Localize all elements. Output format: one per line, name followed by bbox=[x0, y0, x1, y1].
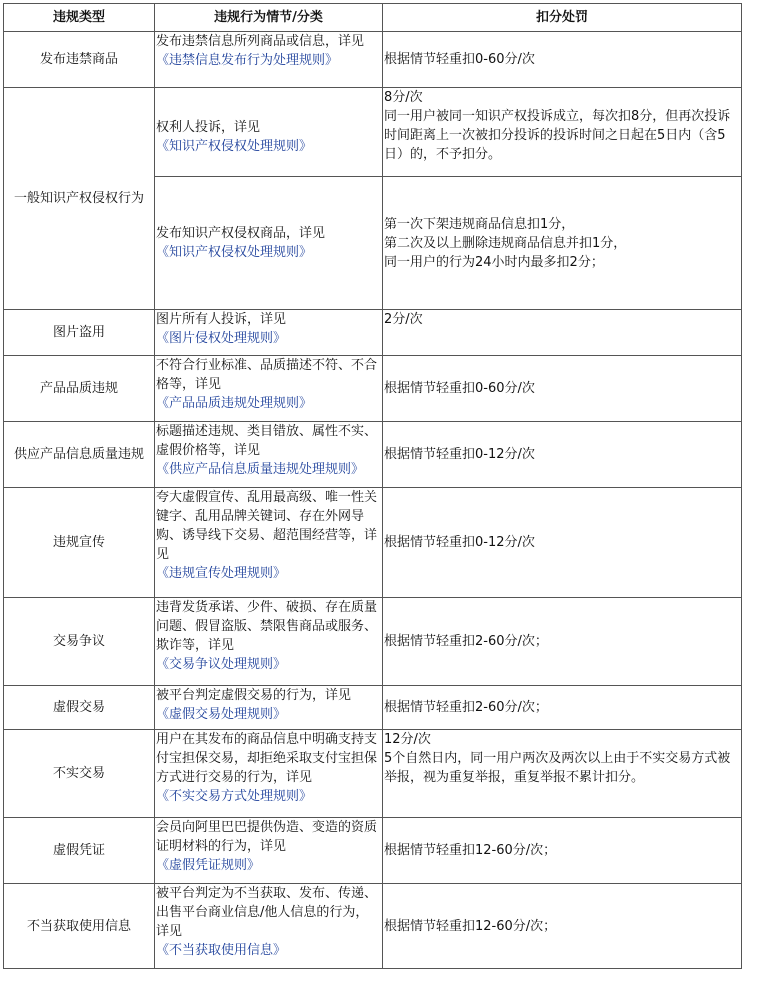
violation-detail-cell bbox=[155, 88, 383, 177]
violation-type-cell: 违规宣传 bbox=[4, 488, 155, 598]
rule-link[interactable]: 《虚假交易处理规则》 bbox=[156, 707, 287, 722]
penalty-text: 根据情节轻重扣12-60分/次； bbox=[384, 843, 557, 858]
violation-detail-cell bbox=[155, 686, 383, 730]
rule-link[interactable]: 《知识产权侵权处理规则》 bbox=[156, 245, 313, 260]
violation-type-cell: 交易争议 bbox=[4, 598, 155, 686]
rule-link[interactable]: 《违禁信息发布行为处理规则》 bbox=[156, 53, 339, 68]
violation-type-cell: 一般知识产权侵权行为 bbox=[4, 88, 155, 310]
penalty-text: 根据情节轻重扣2-60分/次； bbox=[384, 700, 548, 715]
rule-link[interactable]: 《不实交易方式处理规则》 bbox=[156, 789, 313, 804]
violation-detail-cell bbox=[155, 310, 383, 356]
rule-link[interactable]: 《知识产权侵权处理规则》 bbox=[156, 139, 313, 154]
detail-text: 被平台判定为不当获取、发布、传递、出售平台商业信息/他人信息的行为，详见 bbox=[156, 886, 378, 939]
detail-text: 违背发货承诺、少件、破损、存在质量问题、假冒盗版、禁限售商品或服务、欺诈等，详见 bbox=[156, 600, 378, 653]
penalty-text: 第一次下架违规商品信息扣1分， bbox=[384, 216, 575, 232]
detail-text: 夸大虚假宣传、乱用最高级、唯一性关键字、乱用品牌关键词、存在外网导购、诱导线下交易、超范围经营等，详见 bbox=[156, 490, 378, 562]
penalty-cell bbox=[383, 488, 742, 598]
rule-link[interactable]: 《不当获取使用信息》 bbox=[156, 943, 287, 958]
violation-type-cell: 发布违禁商品 bbox=[4, 32, 155, 88]
table-row bbox=[4, 488, 742, 598]
penalty-cell bbox=[383, 32, 742, 88]
detail-text: 发布知识产权侵权商品，详见 bbox=[156, 226, 326, 241]
penalty-text: 5个自然日内，同一用户两次及两次以上由于不实交易方式被举报，视为重复举报，重复举报不累计扣分。 bbox=[384, 751, 731, 785]
table-row bbox=[4, 730, 742, 818]
table-row bbox=[4, 598, 742, 686]
table-row bbox=[4, 356, 742, 422]
violation-type-cell: 虚假凭证 bbox=[4, 818, 155, 884]
detail-text: 不符合行业标准、品质描述不符、不合格等，详见 bbox=[156, 358, 378, 392]
table-row bbox=[4, 686, 742, 730]
violation-detail-cell bbox=[155, 488, 383, 598]
penalty-cell bbox=[383, 310, 742, 356]
detail-text: 被平台判定虚假交易的行为，详见 bbox=[156, 688, 352, 703]
penalty-text: 根据情节轻重扣12-60分/次； bbox=[384, 918, 557, 934]
header-violation-type: 违规类型 bbox=[4, 4, 155, 32]
penalty-text: 根据情节轻重扣0-12分/次 bbox=[384, 535, 535, 550]
table-header-row bbox=[4, 4, 742, 32]
penalty-text: 根据情节轻重扣0-60分/次 bbox=[384, 381, 535, 396]
rule-link[interactable]: 《供应产品信息质量违规处理规则》 bbox=[156, 462, 365, 477]
violation-type-cell: 产品品质违规 bbox=[4, 356, 155, 422]
violation-type-cell: 不当获取使用信息 bbox=[4, 884, 155, 969]
detail-text: 会员向阿里巴巴提供伪造、变造的资质证明材料的行为，详见 bbox=[156, 820, 378, 854]
violation-type-cell: 图片盗用 bbox=[4, 310, 155, 356]
violation-rules-table bbox=[3, 3, 742, 969]
violation-detail-cell bbox=[155, 177, 383, 310]
table-row bbox=[4, 884, 742, 969]
violation-detail-cell bbox=[155, 422, 383, 488]
violation-detail-cell bbox=[155, 32, 383, 88]
penalty-text: 根据情节轻重扣0-60分/次 bbox=[384, 52, 535, 67]
detail-text: 用户在其发布的商品信息中明确支持支付宝担保交易，却拒绝采取支付宝担保方式进行交易的行为，详见 bbox=[156, 732, 378, 785]
violation-detail-cell bbox=[155, 356, 383, 422]
rule-link[interactable]: 《图片侵权处理规则》 bbox=[156, 331, 287, 346]
violation-detail-cell bbox=[155, 818, 383, 884]
header-penalty: 扣分处罚 bbox=[383, 4, 742, 32]
penalty-text: 根据情节轻重扣2-60分/次； bbox=[384, 634, 548, 649]
violation-detail-cell bbox=[155, 884, 383, 969]
violation-type-cell: 不实交易 bbox=[4, 730, 155, 818]
penalty-text: 根据情节轻重扣0-12分/次 bbox=[384, 447, 535, 462]
detail-text: 权利人投诉，详见 bbox=[156, 120, 261, 135]
penalty-cell bbox=[383, 818, 742, 884]
detail-text: 标题描述违规、类目错放、属性不实、虚假价格等，详见 bbox=[156, 424, 378, 458]
penalty-cell bbox=[383, 884, 742, 969]
penalty-text: 第二次及以上删除违规商品信息并扣1分， bbox=[384, 235, 627, 251]
penalty-text: 2分/次 bbox=[384, 312, 423, 327]
penalty-cell bbox=[383, 88, 742, 177]
violation-type-cell: 供应产品信息质量违规 bbox=[4, 422, 155, 488]
rule-link[interactable]: 《产品品质违规处理规则》 bbox=[156, 396, 313, 411]
table-row bbox=[4, 818, 742, 884]
table-row bbox=[4, 88, 742, 177]
penalty-cell bbox=[383, 598, 742, 686]
header-violation-detail: 违规行为情节/分类 bbox=[155, 4, 383, 32]
table-row bbox=[4, 310, 742, 356]
table-row bbox=[4, 32, 742, 88]
violation-type-cell: 虚假交易 bbox=[4, 686, 155, 730]
rule-link[interactable]: 《虚假凭证规则》 bbox=[156, 858, 261, 873]
penalty-text: 同一用户被同一知识产权投诉成立，每次扣8分，但再次投诉时间距离上一次被扣分投诉的投诉时间之日起在5日内（含5日）的，不予扣分。 bbox=[384, 109, 731, 162]
penalty-cell bbox=[383, 356, 742, 422]
penalty-text: 8分/次 bbox=[384, 90, 423, 105]
violation-detail-cell bbox=[155, 598, 383, 686]
detail-text: 发布违禁信息所列商品或信息，详见 bbox=[156, 34, 365, 49]
penalty-text: 同一用户的行为24小时内最多扣2分； bbox=[384, 254, 604, 270]
detail-text: 图片所有人投诉，详见 bbox=[156, 312, 287, 327]
penalty-cell bbox=[383, 730, 742, 818]
penalty-cell bbox=[383, 422, 742, 488]
table-row bbox=[4, 422, 742, 488]
penalty-cell bbox=[383, 177, 742, 310]
rule-link[interactable]: 《违规宣传处理规则》 bbox=[156, 566, 287, 581]
violation-detail-cell bbox=[155, 730, 383, 818]
penalty-text: 12分/次 bbox=[384, 732, 431, 747]
rule-link[interactable]: 《交易争议处理规则》 bbox=[156, 657, 287, 672]
penalty-cell bbox=[383, 686, 742, 730]
